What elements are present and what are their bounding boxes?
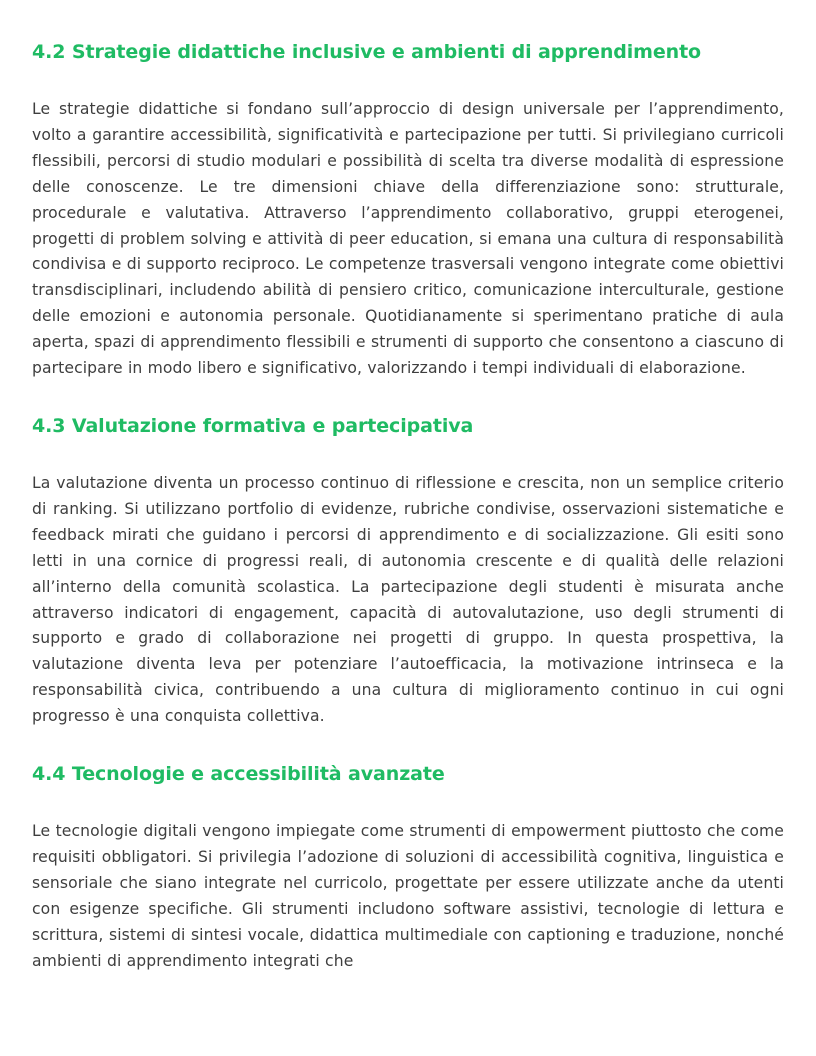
section-paragraph: Le tecnologie digitali vengono impiegate come strumenti di empowerment piuttosto che come requisiti obbligatori. Si privilegia l’adozione di soluzioni di accessibilità cognitiva, linguistica e sensoriale che siano integrate nel curricolo, progettate per essere utilizzate anche da utenti con esigenze specifiche. Gli strumenti includono software assistivi, tecnologie di lettura e scrittura, sistemi di sintesi vocale, didattica multimediale con captioning e traduzione, nonché ambienti di apprendimento integrati che: [32, 822, 784, 970]
section-4-2: [32, 38, 784, 382]
section-paragraph: La valutazione diventa un processo continuo di riflessione e crescita, non un semplice criterio di ranking. Si utilizzano portfolio di evidenze, rubriche condivise, osservazioni sistematiche e feedback mirati che guidano i percorsi di apprendimento e di socializzazione. Gli esiti sono letti in una cornice di progressi reali, di autonomia crescente e di qualità delle relazioni all’interno della comunità scolastica. La partecipazione degli studenti è misurata anche attraverso indicatori di engagement, capacità di autovalutazione, uso degli strumenti di supporto e grado di collaborazione nei progetti di gruppo. In questa prospettiva, la valutazione diventa leva per potenziare l’autoefficacia, la motivazione intrinseca e la responsabilità civica, contribuendo a una cultura di miglioramento continuo in cui ogni progresso è una conquista collettiva.: [32, 473, 784, 726]
section-heading: 4.4 Tecnologie e accessibilità avanzate: [32, 763, 445, 786]
section-paragraph: Le strategie didattiche si fondano sull’approccio di design universale per l’apprendimento, volto a garantire accessibilità, significatività e partecipazione per tutti. Si privilegiano curricoli flessibili, percorsi di studio modulari e possibilità di scelta tra diverse modalità di espressione delle conoscenze. Le tre dimensioni chiave della differenziazione sono: strutturale, procedurale e valutativa. Attraverso l’apprendimento collaborativo, gruppi eterogenei, progetti di problem solving e attività di peer education, si emana una cultura di responsabilità condivisa e di supporto reciproco. Le competenze trasversali vengono integrate come obiettivi transdisciplinari, includendo abilità di pensiero critico, comunicazione interculturale, gestione delle emozioni e autonomia personale. Quotidianamente si sperimentano pratiche di aula aperta, spazi di apprendimento flessibili e strumenti di supporto che consentono a ciascuno di partecipare in modo libero e significativo, valorizzando i tempi individuali di elaborazione.: [32, 100, 784, 378]
section-heading: 4.3 Valutazione formativa e partecipativa: [32, 414, 474, 437]
document-page: [32, 38, 784, 974]
section-heading: 4.2 Strategie didattiche inclusive e ambienti di apprendimento: [32, 41, 702, 63]
section-4-3: [32, 412, 784, 730]
section-4-4: [32, 760, 784, 974]
